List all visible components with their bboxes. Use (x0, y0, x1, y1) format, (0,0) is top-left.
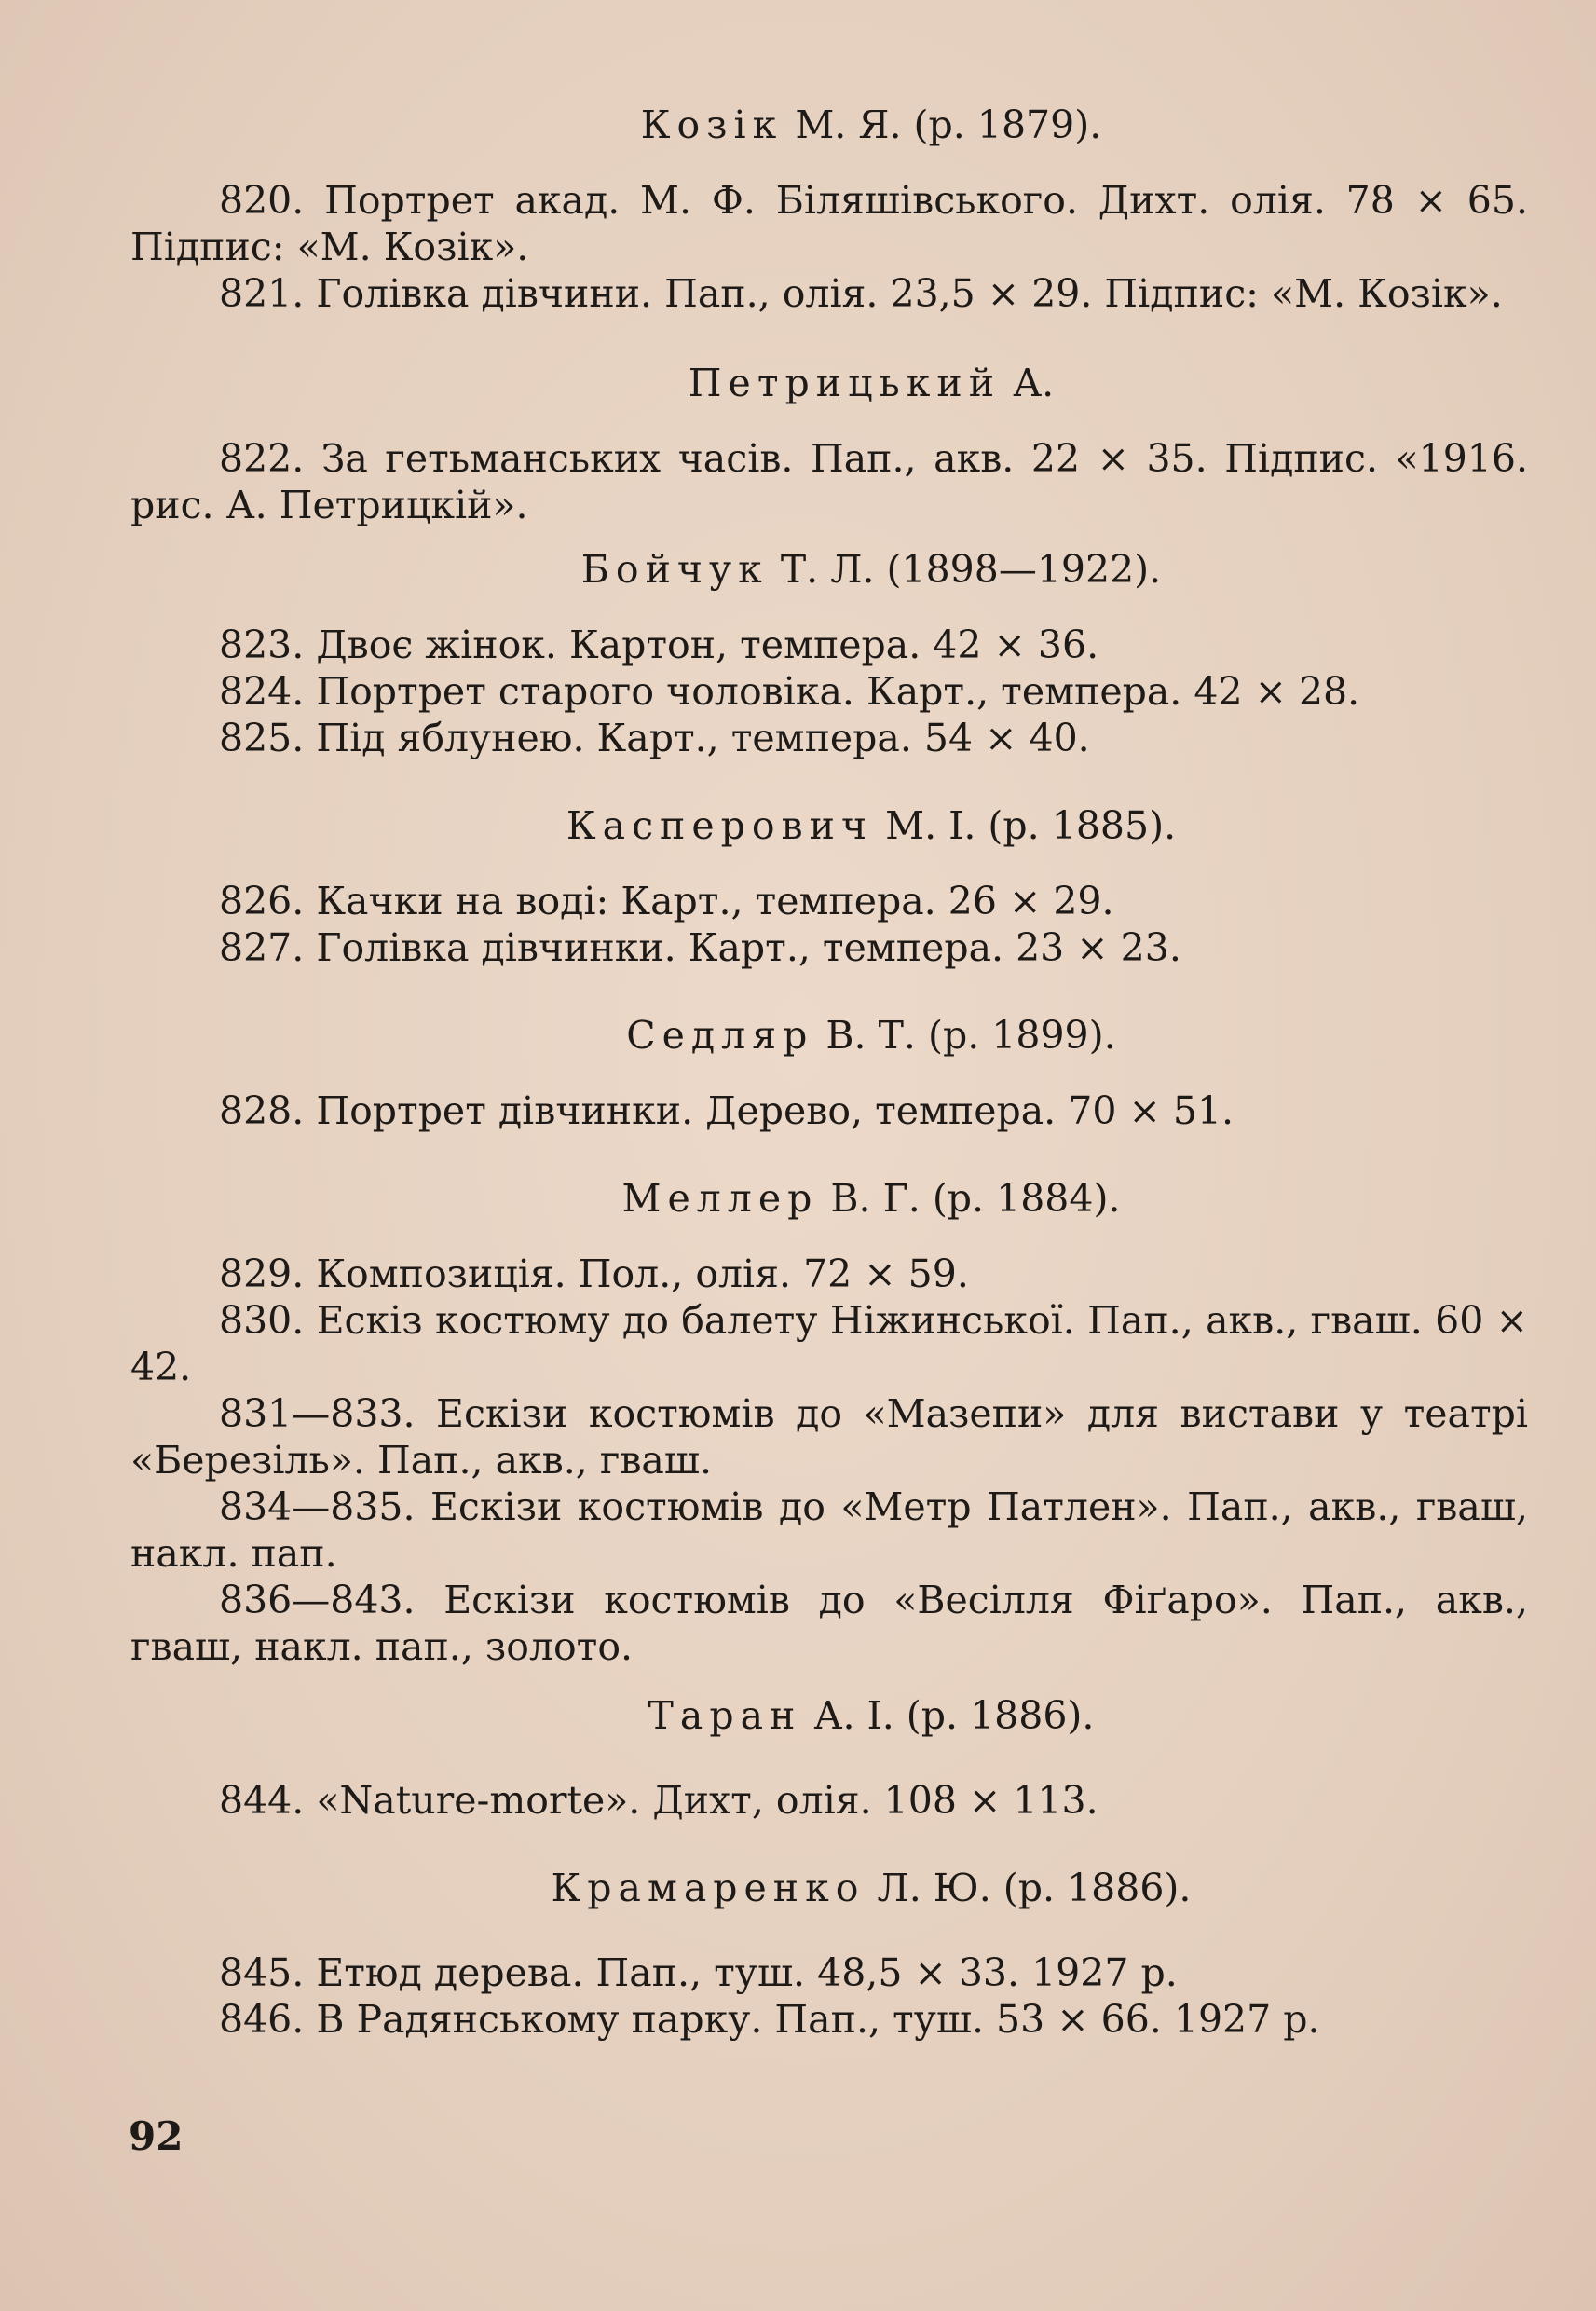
artist-name: Крамаренко (551, 1866, 866, 1910)
catalog-entry: 820. Портрет акад. М. Ф. Біляшівського. Дихт. олія. 78 ⨯ 65. Підпис: «М. Козік». (130, 178, 1528, 269)
artist-details: Т. Л. (1898—1922). (780, 547, 1162, 592)
section-kramarenko (130, 1864, 1528, 2043)
section-boichuk (130, 545, 1528, 761)
artist-heading (130, 1864, 1528, 1912)
catalog-entry: 825. Під яблунею. Карт., темпера. 54 ⨯ 40. (219, 716, 1090, 760)
section-taran (130, 1691, 1528, 1824)
artist-name: Петрицький (688, 361, 1002, 405)
catalog-entry: 826. Качки на воді: Карт., темпера. 26 ⨯ 29. (219, 879, 1114, 923)
catalog-entry: 844. «Nature-morte». Дихт, олія. 108 ⨯ 113. (219, 1778, 1098, 1823)
artist-details: А. І. (р. 1886). (813, 1693, 1095, 1738)
artist-heading (130, 1691, 1528, 1740)
artist-details: В. Т. (р. 1899). (825, 1013, 1116, 1058)
catalog-entry: 824. Портрет старого чоловіка. Карт., темпера. 42 ⨯ 28. (219, 669, 1360, 714)
catalog-entry: 822. За гетьманських часів. Пап., акв. 22 ⨯ 35. Підпис. «1916. рис. А. Петрицкій». (130, 436, 1528, 527)
artist-details: М. Я. (р. 1879). (795, 103, 1102, 147)
artist-details: Л. Ю. (р. 1886). (877, 1866, 1192, 1910)
catalog-entry: 836—843. Ескізи костюмів до «Весілля Фіґаро». Пап., акв., гваш, накл. пап., золото. (130, 1578, 1528, 1669)
catalog-entry: 823. Двоє жінок. Картон, темпера. 42 ⨯ 36. (219, 622, 1099, 667)
section-kasperovych (130, 801, 1528, 971)
artist-name: Козік (640, 103, 784, 147)
catalog-entry: 827. Голівка дівчинки. Карт., темпера. 23 ⨯ 23. (219, 925, 1181, 970)
artist-heading (130, 545, 1528, 594)
artist-details: А. (1013, 361, 1055, 405)
section-meller (130, 1174, 1528, 1670)
artist-heading (130, 1011, 1528, 1060)
catalog-entry: 846. В Радянському парку. Пап., туш. 53 ⨯ 66. 1927 р. (219, 1997, 1320, 2042)
artist-heading (130, 101, 1528, 149)
section-sedliar (130, 1011, 1528, 1134)
artist-name: Седляр (626, 1013, 814, 1058)
catalog-entry: 829. Композиція. Пол., олія. 72 ⨯ 59. (219, 1251, 969, 1296)
artist-name: Бойчук (580, 547, 769, 592)
page-number: 92 (129, 2113, 184, 2159)
catalog-entry: 845. Етюд дерева. Пап., туш. 48,5 ⨯ 33. 1927 р. (219, 1950, 1178, 1995)
artist-name: Таран (648, 1693, 802, 1738)
catalog-entry: 821. Голівка дівчини. Пап., олія. 23,5 ⨯ 29. Підпис: «М. Козік». (219, 271, 1503, 316)
catalog-entry: 830. Ескіз костюму до балету Ніжинської. Пап., акв., гваш. 60 ⨯ 42. (130, 1298, 1528, 1389)
catalog-entry: 834—835. Ескізи костюмів до «Метр Патлен». Пап., акв., гваш, накл. пап. (130, 1484, 1528, 1576)
catalog-entry: 828. Портрет дівчинки. Дерево, темпера. 70 ⨯ 51. (219, 1088, 1235, 1133)
artist-name: Касперович (566, 803, 874, 848)
artist-details: М. І. (р. 1885). (885, 803, 1177, 848)
section-petrytsky (130, 359, 1528, 528)
catalog-entry: 831—833. Ескізи костюмів до «Мазепи» для вистави у театрі «Березіль». Пап., акв., гваш. (130, 1391, 1528, 1483)
artist-name: Меллер (621, 1176, 819, 1221)
artist-heading (130, 801, 1528, 850)
artist-heading (130, 359, 1528, 407)
artist-heading (130, 1174, 1528, 1223)
section-kozik (130, 101, 1528, 317)
artist-details: В. Г. (р. 1884). (830, 1176, 1121, 1221)
